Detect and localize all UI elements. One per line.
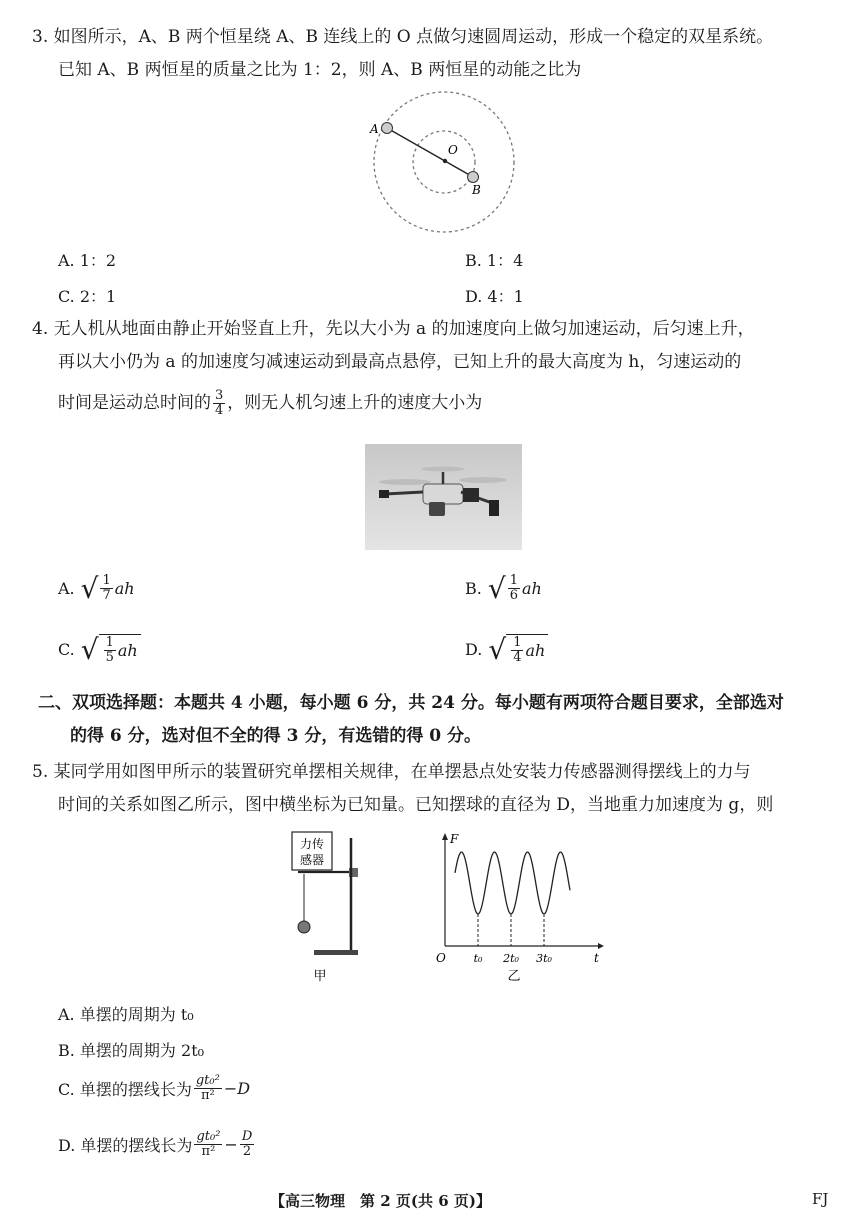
force-curve: [455, 852, 570, 914]
q4-option-b-num: 1: [509, 573, 518, 588]
q4-option-a-frac: [100, 574, 112, 603]
q5-option-a: A. 单摆的周期为 t₀: [58, 1005, 194, 1024]
star-b: [468, 172, 479, 183]
q5-option-b: B. 单摆的周期为 2t₀: [58, 1041, 205, 1060]
q4-line3-pre: 时间是运动总时间的: [58, 393, 211, 413]
q5-option-c-frac: [194, 1074, 222, 1103]
f-label: F: [450, 832, 459, 846]
sensor-label-2: 感器: [299, 853, 325, 867]
f-axis-arrow: [442, 833, 448, 840]
radicand: [99, 634, 141, 665]
page-footer: 【高三物理 第 2 页(共 6 页)】: [270, 1192, 491, 1210]
q4-option-b-label: B.: [465, 579, 482, 598]
radical-sign: √: [488, 632, 507, 666]
drone-body: [423, 484, 463, 504]
q4-option-b-den: 6: [509, 588, 518, 603]
drone-battery: [463, 488, 479, 502]
drone-camera: [429, 502, 445, 516]
q4-line3-post: ，则无人机匀速上升的速度大小为: [227, 393, 483, 413]
q4-option-a: [58, 571, 135, 605]
radical-sign: √: [487, 571, 506, 605]
q3-option-c: C. 2：1: [58, 287, 117, 306]
radical-sign: √: [80, 571, 99, 605]
stand-base: [314, 950, 358, 955]
q3-option-a: A. 1：2: [58, 251, 117, 270]
label-b: B: [472, 183, 481, 197]
q4-option-c-tail: ah: [117, 641, 138, 660]
q5-option-d-num: gt₀²: [196, 1129, 221, 1144]
q4-option-c-sqrt: [81, 634, 141, 665]
q3-option-d: D. 4：1: [465, 287, 524, 306]
q4-option-a-den: 7: [102, 588, 111, 603]
section2-line1: 二、双项选择题：本题共 4 小题，每小题 6 分，共 24 分。每小题有两项符合题目要求，全部选对: [38, 693, 784, 713]
q4-option-d-num: 1: [513, 635, 522, 650]
star-a: [382, 123, 393, 134]
q4-option-d-tail: ah: [525, 641, 546, 660]
radicand: [506, 634, 548, 665]
footer-code: FJ: [812, 1190, 829, 1208]
q5-option-c-pre: C. 单摆的摆线长为: [58, 1080, 192, 1099]
q3-line1: 3. 如图所示，A、B 两个恒星绕 A、B 连线上的 O 点做匀速圆周运动，形成一个稳定的双星系统。: [32, 27, 774, 47]
tick-t1: t₀: [473, 952, 483, 965]
q4-option-d-frac: [511, 636, 523, 665]
q5-option-d-minus: −: [224, 1135, 238, 1154]
q4-option-a-tail: ah: [114, 579, 135, 598]
q5-option-d-den2: 2: [242, 1144, 252, 1159]
t-axis-arrow: [598, 943, 604, 949]
q3-line2: 已知 A、B 两恒星的质量之比为 1：2，则 A、B 两恒星的动能之比为: [58, 60, 582, 80]
q4-option-a-num: 1: [102, 573, 111, 588]
q4-option-c-frac: [104, 636, 116, 665]
q4-line2: 再以大小仍为 a 的加速度匀减速运动到最高点悬停，已知上升的最大高度为 h，匀速运动的: [58, 352, 742, 372]
tick-t3: 3t₀: [536, 952, 552, 965]
q4-option-a-sqrt: [80, 571, 135, 605]
pendulum-apparatus: [280, 828, 370, 988]
motor-right: [489, 500, 499, 516]
tick-t2: 2t₀: [503, 952, 519, 965]
q4-fraction: [213, 389, 225, 418]
q5-option-c: [58, 1074, 250, 1103]
binary-star-figure: [360, 90, 535, 260]
q5-option-d-den: π²: [201, 1144, 216, 1159]
q4-line1: 4. 无人机从地面由静止开始竖直上升，先以大小为 a 的加速度向上做匀加速运动，后匀速上升，: [32, 319, 755, 339]
q5-option-d-pre: D. 单摆的摆线长为: [58, 1136, 193, 1155]
q4-option-b: [465, 571, 542, 605]
q4-option-d-sqrt: [488, 634, 548, 665]
section2-line2: 的得 6 分，选对但不全的得 3 分，有选错的得 0 分。: [70, 726, 481, 746]
t-label: t: [594, 951, 599, 965]
q4-option-b-sqrt: [487, 571, 542, 605]
q4-option-d: [465, 634, 548, 665]
origin-label: O: [436, 951, 446, 965]
q5-option-c-tail: −D: [223, 1079, 251, 1098]
center-point: [443, 159, 447, 163]
propeller-right: [459, 477, 507, 483]
propeller-left: [379, 479, 431, 485]
q4-option-a-label: A.: [58, 579, 75, 598]
label-a: A: [370, 122, 379, 136]
q4-option-c: [58, 634, 141, 665]
caption-yi: 乙: [507, 969, 521, 984]
q4-option-c-label: C.: [58, 640, 75, 659]
arm-left: [385, 492, 423, 494]
pendulum-bob: [298, 921, 310, 933]
q4-option-c-den: 5: [105, 650, 114, 665]
q5-option-d-frac: [194, 1130, 222, 1159]
q4-line3: [58, 388, 482, 418]
q5-option-c-den: π²: [200, 1088, 215, 1103]
propeller-center: [421, 467, 465, 472]
q4-option-b-tail: ah: [521, 579, 542, 598]
q4-option-d-label: D.: [465, 640, 483, 659]
drone-photo: [365, 444, 522, 550]
q5-option-d-frac2: [240, 1130, 254, 1159]
caption-jia: 甲: [313, 969, 327, 984]
q5-line2: 时间的关系如图乙所示，图中横坐标为已知量。已知摆球的直径为 D，当地重力加速度为 g，则: [58, 795, 774, 815]
q4-option-c-num: 1: [105, 635, 114, 650]
q4-option-d-den: 4: [513, 650, 522, 665]
radical-sign: √: [80, 632, 99, 666]
q4-option-b-frac: [508, 574, 520, 603]
q4-frac-num: 3: [215, 387, 224, 403]
q5-option-c-num: gt₀²: [195, 1073, 220, 1088]
sensor-label-1: 力传: [299, 837, 325, 851]
q5-option-d: [58, 1130, 256, 1159]
label-o: O: [448, 143, 458, 157]
q4-frac-den: 4: [215, 402, 224, 418]
q5-line1: 5. 某同学用如图甲所示的装置研究单摆相关规律，在单摆悬点处安装力传感器测得摆线上的力与: [32, 762, 751, 782]
q5-option-d-num2: D: [241, 1129, 253, 1144]
q3-option-b: B. 1：4: [465, 251, 524, 270]
force-time-graph: [430, 828, 610, 988]
motor-left: [379, 490, 389, 498]
